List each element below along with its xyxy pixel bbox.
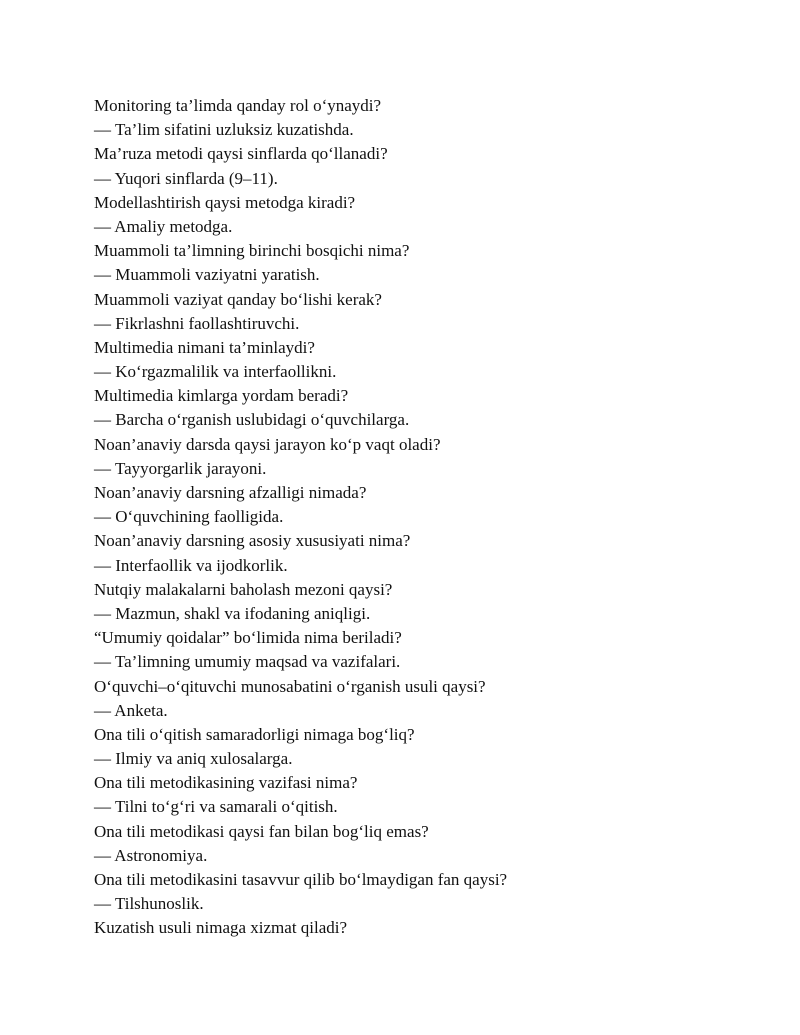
question-line: Ona tili metodikasi qaysi fan bilan bog‘liq emas?: [94, 821, 429, 841]
answer-line: — Fikrlashni faollashtiruvchi.: [94, 313, 300, 333]
answer-line: — Tayyorgarlik jarayoni.: [94, 458, 267, 478]
answer-line: — Astronomiya.: [94, 845, 208, 865]
answer-line: — Ko‘rgazmalilik va interfaollikni.: [94, 362, 337, 382]
question-line: Kuzatish usuli nimaga xizmat qiladi?: [94, 918, 348, 938]
question-line: Ona tili metodikasining vazifasi nima?: [94, 773, 358, 793]
answer-line: — Anketa.: [94, 700, 168, 720]
question-line: Noan’anaviy darsda qaysi jarayon ko‘p vaqt oladi?: [94, 434, 441, 454]
question-line: “Umumiy qoidalar” bo‘limida nima beriladi?: [94, 628, 402, 648]
question-line: Monitoring ta’limda qanday rol o‘ynaydi?: [94, 96, 382, 115]
answer-line: — Tilni to‘g‘ri va samarali o‘qitish.: [94, 797, 338, 817]
answer-line: — O‘quvchining faolligida.: [94, 507, 284, 527]
answer-line: — Barcha o‘rganish uslubidagi o‘quvchilarga.: [94, 410, 410, 430]
question-line: Nutqiy malakalarni baholash mezoni qaysi?: [94, 579, 393, 599]
answer-line: — Ta’limning umumiy maqsad va vazifalari.: [94, 652, 401, 672]
question-line: Ma’ruza metodi qaysi sinflarda qo‘llanadi?: [94, 144, 388, 164]
question-line: O‘quvchi–o‘qituvchi munosabatini o‘rganish usuli qaysi?: [94, 676, 486, 696]
question-line: Muammoli ta’limning birinchi bosqichi nima?: [94, 241, 410, 261]
document-page: [94, 94, 734, 941]
question-line: Ona tili metodikasini tasavvur qilib bo‘lmaydigan fan qaysi?: [94, 870, 508, 889]
answer-line: — Muammoli vaziyatni yaratish.: [94, 265, 320, 285]
question-line: Muammoli vaziyat qanday bo‘lishi kerak?: [94, 289, 382, 309]
answer-line: — Mazmun, shakl va ifodaning aniqligi.: [94, 603, 371, 623]
question-line: Multimedia nimani ta’minlaydi?: [94, 337, 315, 357]
answer-line: — Ta’lim sifatini uzluksiz kuzatishda.: [94, 120, 354, 140]
question-line: Noan’anaviy darsning asosiy xususiyati nima?: [94, 531, 411, 551]
answer-line: — Ilmiy va aniq xulosalarga.: [94, 749, 293, 769]
question-line: Noan’anaviy darsning afzalligi nimada?: [94, 483, 367, 502]
question-line: Multimedia kimlarga yordam beradi?: [94, 386, 349, 406]
answer-line: — Yuqori sinflarda (9–11).: [94, 168, 278, 188]
answer-line: — Interfaollik va ijodkorlik.: [94, 555, 288, 575]
answer-line: — Tilshunoslik.: [94, 894, 204, 914]
question-line: Ona tili o‘qitish samaradorligi nimaga bog‘liq?: [94, 724, 415, 744]
answer-line: — Amaliy metodga.: [94, 216, 233, 236]
question-line: Modellashtirish qaysi metodga kiradi?: [94, 192, 356, 212]
